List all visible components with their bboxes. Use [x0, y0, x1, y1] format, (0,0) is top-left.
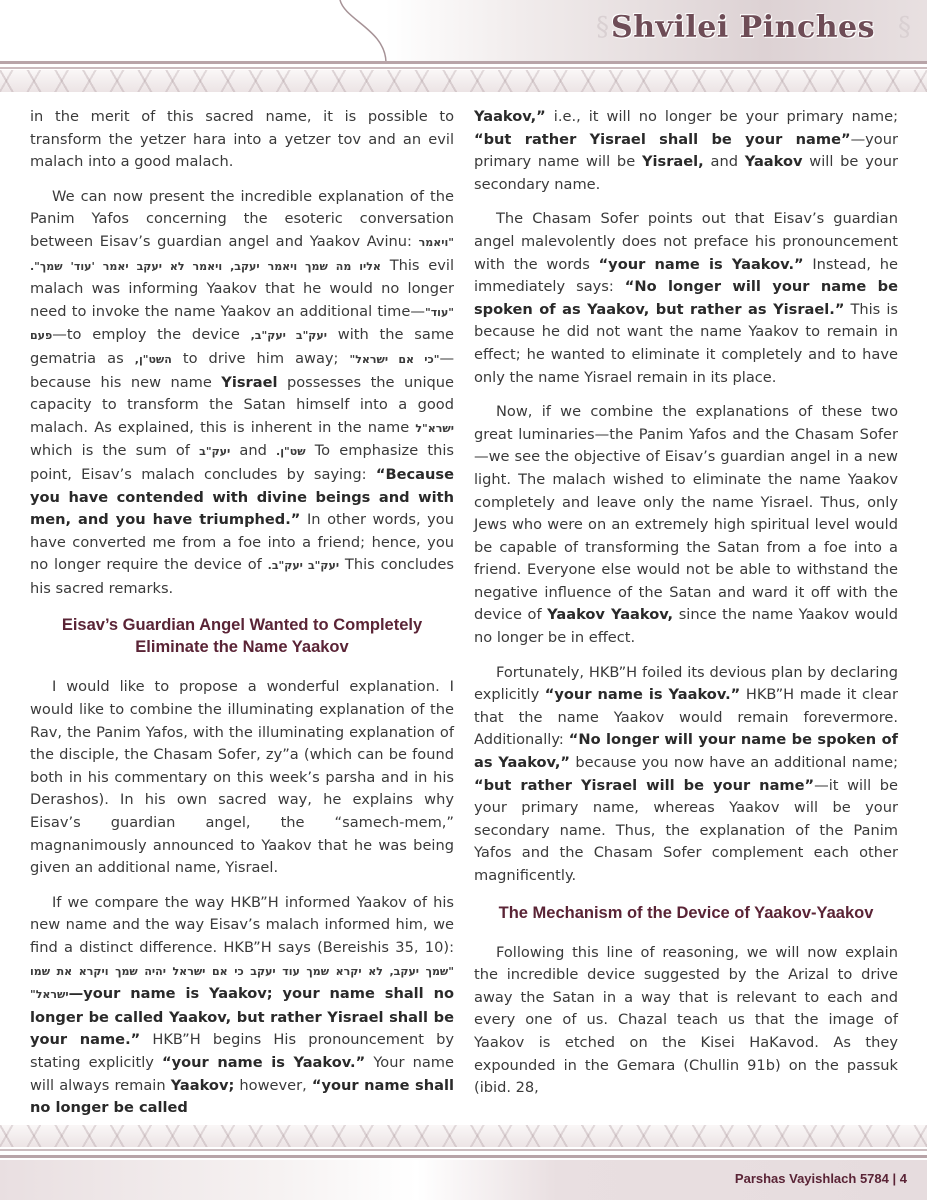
- paragraph: [474, 401, 898, 650]
- bold-text: Yisrael,: [641, 153, 704, 171]
- page-number: 4: [899, 1171, 907, 1186]
- text-run: In other words, you have converted me from a foe into a friend; hence, you no longer require the device of: [30, 511, 454, 574]
- paragraph: [30, 186, 454, 601]
- header-ornament-band: [0, 70, 927, 92]
- text-run: HKB”H begins His pronouncement by stating explicitly: [30, 1031, 454, 1071]
- bold-quote: “your name is Yaakov.”: [544, 686, 741, 704]
- header-curve-decoration: [330, 0, 410, 62]
- bold-quote: “No longer will your name be spoken of as Yaakov,”: [474, 731, 898, 772]
- right-column: [474, 106, 898, 1112]
- bold-text: Yaakov Yaakov,: [547, 606, 674, 624]
- section-heading: Eisav’s Guardian Angel Wanted to Completely Eliminate the Name Yaakov: [61, 616, 423, 657]
- bold-quote: “but rather Yisrael shall be your name”: [474, 130, 851, 148]
- page-footer: [0, 1115, 927, 1200]
- text-run: —to employ the device: [52, 326, 240, 344]
- text-run: This is because he did not want the name Yaakov to remain in effect; he wanted to eliminate it completely and to have only the name Yisrael remain in its place.: [474, 300, 898, 386]
- text-run: possesses the unique capacity to transform the Satan himself into a good malach. As explained, this is inherent in the name: [30, 373, 455, 436]
- left-column: [30, 106, 454, 1132]
- bold-quote: “Because you have contended with divine beings and with men, and you have triumphed.”: [30, 465, 455, 529]
- text-run: and: [239, 442, 267, 460]
- text-run: —it will be your primary name, whereas Yaakov will be your secondary name. Thus, the explanation of the Panim Yafos and the Chasam Sofer complement each other magnificently.: [474, 776, 898, 884]
- text-run: because you now have an additional name;: [570, 754, 898, 772]
- publication-title: Shvilei Pinches: [611, 10, 875, 45]
- bold-quote: “your name is Yaakov.”: [162, 1053, 366, 1071]
- text-run: Instead, he immediately says:: [474, 255, 898, 296]
- bold-quote: “No longer will your name be spoken of as Yaakov, but rather as Yisrael.”: [474, 278, 898, 318]
- header-divider: [0, 67, 927, 69]
- text-run: since the name Yaakov would no longer be in effect.: [474, 606, 898, 647]
- bold-quote: “your name shall no longer be called: [30, 1076, 454, 1117]
- bold-quote: “but rather Yisrael will be your name”: [474, 776, 815, 794]
- header-divider: [0, 61, 927, 64]
- parsha-name: Parshas Vayishlach 5784: [734, 1171, 889, 1186]
- page-header: [0, 0, 927, 100]
- text-run: to drive him away;: [182, 349, 339, 367]
- hebrew-quote: השט"ן,: [134, 352, 172, 366]
- bold-quote: —your name is Yaakov; your name shall no longer be called Yaakov, but rather Yisrael shall be your name.”: [30, 985, 454, 1049]
- text-run: will be your secondary name.: [474, 153, 899, 193]
- text-run: with the same gematria as: [30, 326, 455, 367]
- swirl-ornament-icon: §: [898, 12, 911, 42]
- paragraph: I would like to propose a wonderful explanation. I would like to combine the illuminating explanation of the Rav, the Panim Yafos, with the illuminating explanation of the disciple, the Chasam Sofer, zy”a (which can be found both in his commentary on this week’s parsha and in his Derashos). In his own sacred way, he explains why Eisav’s guardian angel, the “samech-mem,” magnanimously announced to Yaakov that he was being given an additional name, Yisrael.: [30, 678, 454, 877]
- text-run: and: [703, 153, 745, 171]
- text-run: —your primary name will be: [474, 130, 898, 171]
- swirl-ornament-icon: §: [596, 12, 609, 42]
- text-run: Your name will always remain: [30, 1053, 454, 1094]
- text-run: The Chasam Sofer points out that Eisav’s guardian angel malevolently does not preface his pronouncement with the words: [474, 210, 898, 273]
- hebrew-quote: "כי אם ישראל": [349, 352, 440, 366]
- paragraph: [474, 208, 898, 389]
- hebrew-quote: שט"ן.: [276, 445, 306, 459]
- bold-text: Yaakov: [744, 153, 803, 171]
- text-run: which is the sum of: [30, 442, 190, 460]
- footer-ornament-band: [0, 1125, 927, 1147]
- paragraph: [474, 106, 898, 196]
- paragraph: Following this line of reasoning, we will now explain the incredible device suggested by the Arizal to drive away the Satan in a way that is relevant to each and every one of us. Chazal teach us that the image of Yaakov is etched on the Kisei HaKavod. As they expounded in the Gemara (Chullin 91b) on the passuk (ibid. 28,: [474, 943, 898, 1097]
- footer-divider: [0, 1155, 927, 1158]
- text-run: This concludes his sacred remarks.: [30, 556, 454, 597]
- text-run: HKB”H made it clear that the name Yaakov would remain forevermore. Additionally:: [474, 686, 898, 749]
- hebrew-quote: "ויאמר אליו מה שמך ויאמר יעקב, ויאמר לא יעקב יאמר 'עוד' שמך".: [30, 235, 454, 273]
- paragraph: [474, 662, 898, 888]
- text-run: Fortunately, HKB”H foiled its devious plan by declaring explicitly: [474, 663, 898, 704]
- bold-text: Yaakov;: [170, 1076, 235, 1094]
- footer-divider: [0, 1149, 927, 1151]
- text-run: however,: [234, 1076, 312, 1094]
- text-run: —because his new name: [30, 349, 455, 391]
- bold-text: Yisrael: [221, 373, 278, 391]
- bold-quote: “your name is Yaakov.”: [598, 255, 804, 273]
- separator: |: [892, 1171, 897, 1186]
- hebrew-quote: "שמך יעקב, לא יקרא שמך עוד יעקב כי אם ישראל יהיה שמך ויקרא את שמו ישראל": [30, 964, 454, 1002]
- text-run: Now, if we combine the explanations of these two great luminaries—the Panim Yafos and the Chasam Sofer—we see the objective of Eisav’s guardian angel in a new light. The malach wished to eliminate the name Yaakov completely and leave only the name Yisrael. Thus, only Jews who were on an extremely high spiritual level would be capable of transforming the Satan from a foe into a friend. Everyone else would not be able to withstand the negative influence of the Satan and ward it off with the device of: [474, 403, 898, 624]
- paragraph: [30, 892, 454, 1120]
- text-run: To emphasize this point, Eisav’s malach concludes by saying:: [30, 442, 455, 483]
- section-heading: The Mechanism of the Device of Yaakov-Yaakov: [498, 903, 874, 922]
- hebrew-quote: יעק"ב: [199, 445, 231, 459]
- footer-label: [735, 1171, 907, 1186]
- bold-text: Yaakov,”: [474, 108, 546, 125]
- hebrew-quote: ישרא"ל: [415, 421, 455, 435]
- paragraph: in the merit of this sacred name, it is possible to transform the yetzer hara into a yetzer tov and an evil malach into a good malach.: [30, 108, 454, 171]
- text-run: i.e., it will no longer be your primary name;: [545, 108, 898, 125]
- text-run: If we compare the way HKB”H informed Yaakov of his new name and the way Eisav’s malach informed him, we find a distinct difference. HKB”H says (Bereishis 35, 10):: [30, 893, 454, 956]
- hebrew-quote: "עוד" פעם: [30, 305, 454, 343]
- text-run: This evil malach was informing Yaakov that he would no longer need to invoke the name Yaakov an additional time—: [30, 256, 454, 320]
- hebrew-quote: יעק"ב יעק"ב,: [250, 329, 327, 343]
- text-run: We can now present the incredible explanation of the Panim Yafos concerning the esoteric conversation between Eisav’s guardian angel and Yaakov Avinu:: [30, 187, 454, 250]
- hebrew-quote: יעק"ב יעק"ב.: [267, 559, 340, 573]
